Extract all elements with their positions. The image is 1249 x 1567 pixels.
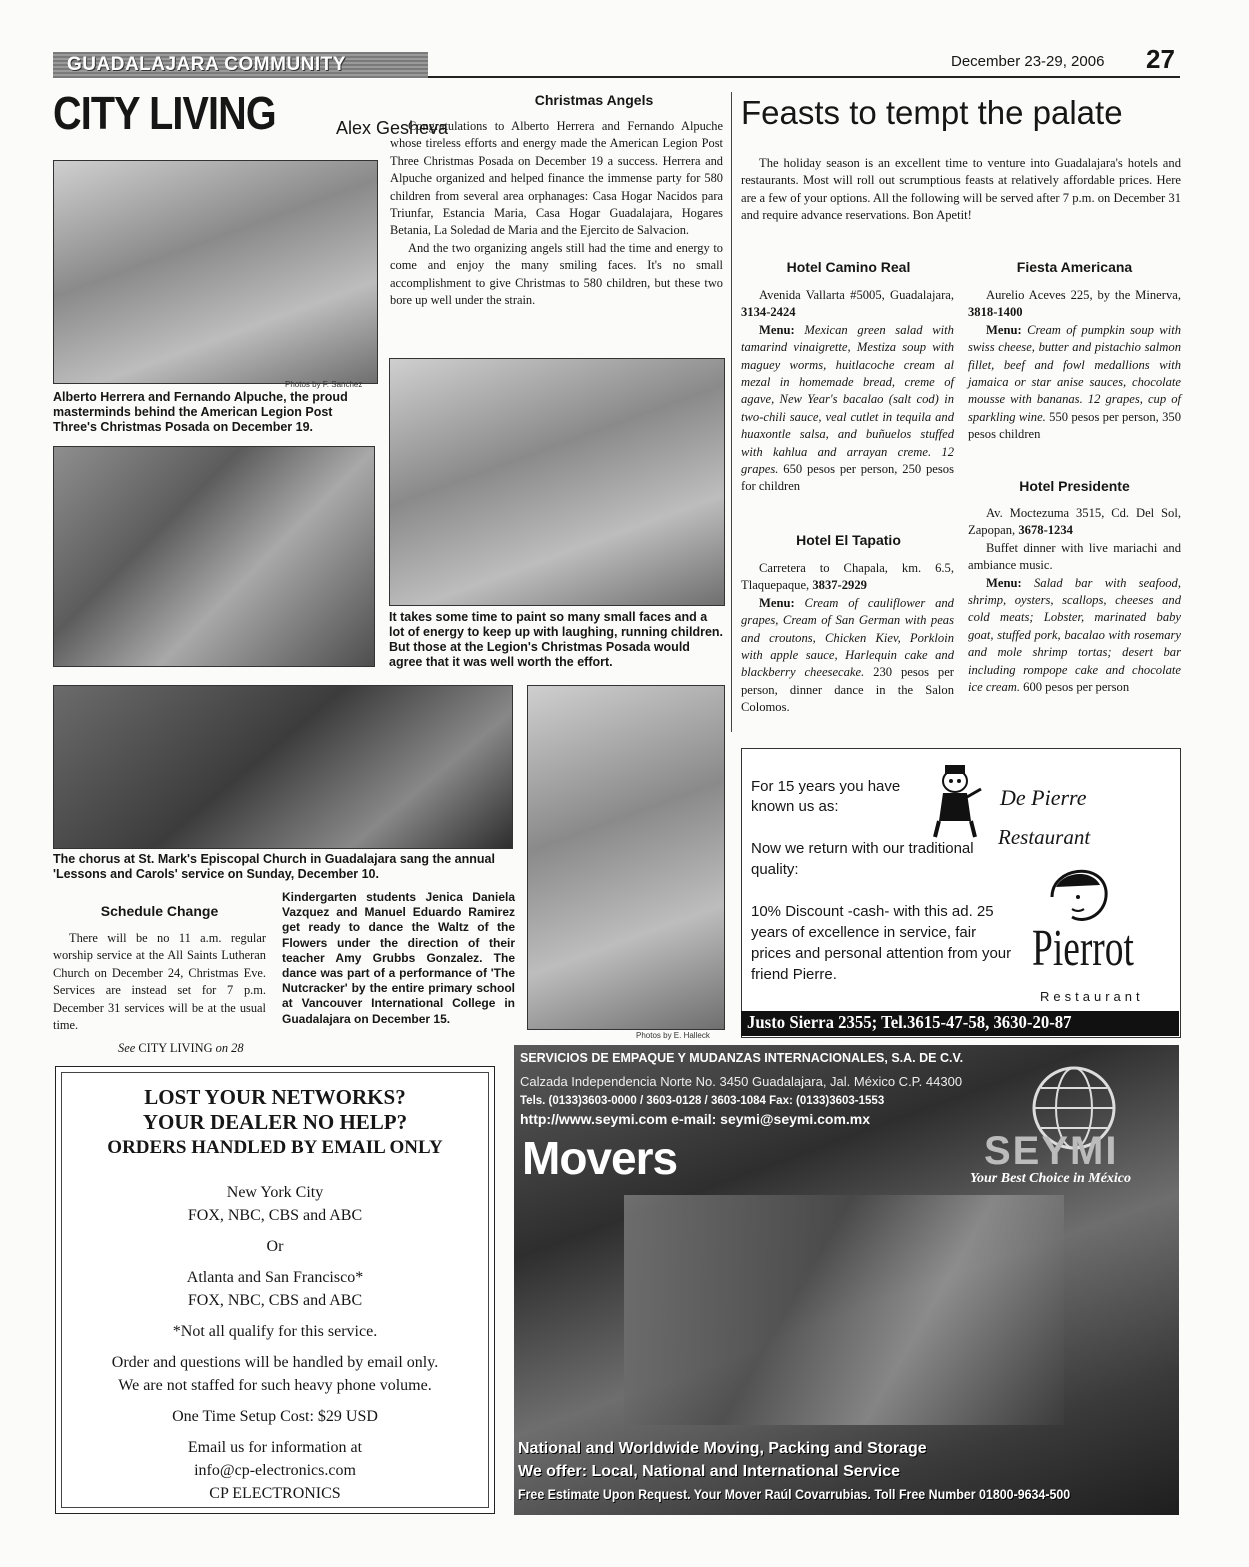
setup-cost: One Time Setup Cost: $29 USD <box>172 1408 378 1425</box>
page-number: 27 <box>1146 44 1175 74</box>
pierrot-address-phone: Justo Sierra 2355; Tel.3615-47-58, 3630-20-87 <box>747 1012 1072 1032</box>
header-rule <box>428 76 1180 78</box>
orders-line: Order and questions will be handled by email only. <box>111 1354 439 1371</box>
ad-line-known: For 15 years you have known us as: <box>751 778 901 815</box>
ad-line-discount: 10% Discount -cash- with this ad. 25 years of excellence in service, fair prices and personal attention from your friend Pierre. <box>751 903 1012 983</box>
seymi-web-email: http://www.seymi.com e-mail: seymi@seymi.com.mx <box>520 1111 871 1127</box>
phone: 3837-2929 <box>812 578 867 593</box>
hotel-el-tapatio-entry <box>741 560 954 717</box>
seymi-services-3: Free Estimate Upon Request. Your Mover Raúl Covarrubias. Toll Free Number 01800-9634-500 <box>518 1487 1071 1502</box>
fiesta-americana-heading: Fiesta Americana <box>1016 259 1133 275</box>
article-paragraph: And the two organizing angels still had the time and energy to come and enjoy the many smiling faces. It's no small accomplishment to give Christmas to 580 children, but these two bore up well under the strain. <box>390 240 723 308</box>
see-suffix: on 28 <box>215 1041 244 1055</box>
orders-line: We are not staffed for such heavy phone volume. <box>118 1377 432 1394</box>
ad-headline: YOUR DEALER NO HELP? <box>142 1110 408 1134</box>
menu-text: Cream of cauliflower and grapes, Cream of San German with peas and croutons, Chicken Kiev, Porkloin with apple sauce, Harlequin cake and blackberry cheesecake. <box>741 595 954 680</box>
see-prefix: See <box>118 1041 136 1055</box>
price: 230 pesos per person, dinner dance in the Salon Colomos. <box>741 665 954 715</box>
photo-caption: Kindergarten students Jenica Daniela Vazquez and Manuel Eduardo Ramirez get ready to dance the Waltz of the Flowers under the direction of their teacher Amy Grubbs Gonzalez. The dance was part of a performance of 'The Nutcracker' by the entire primary school at Vancouver International College in Guadalajara on December 15. <box>282 890 515 1026</box>
seymi-company: SERVICIOS DE EMPAQUE Y MUDANZAS INTERNACIONALES, S.A. DE C.V. <box>520 1051 964 1065</box>
seymi-tagline: Your Best Choice in México <box>970 1171 1132 1186</box>
price: 650 pesos per person, 250 pesos for children <box>741 462 954 494</box>
qualify-note: *Not all qualify for this service. <box>172 1323 378 1340</box>
christmas-angels-heading: Christmas Angels <box>534 92 654 108</box>
furniture-collage <box>624 1195 1064 1425</box>
pierrot-logo-sub: Restaurant <box>1040 989 1144 1004</box>
christmas-angels-article <box>390 118 723 309</box>
photo-nutcracker-dance <box>527 685 725 1030</box>
pierrot-ad <box>741 748 1181 1038</box>
ad-headline: LOST YOUR NETWORKS? <box>144 1085 406 1109</box>
photo-caption: It takes some time to paint so many small faces and a lot of energy to keep up with laughing, running children. But those at the Legion's Christmas Posada would agree that it was well worth the effort. <box>389 610 724 669</box>
hotel-presidente-entry <box>968 505 1181 696</box>
or-text: Or <box>266 1238 284 1255</box>
photo-herrera-alpuche <box>53 160 378 384</box>
phone: 3678-1234 <box>1018 523 1073 538</box>
section-title: GUADALAJARA COMMUNITY <box>67 54 346 75</box>
extra-info: Buffet dinner with live mariachi and ambiance music. <box>968 540 1181 573</box>
feasts-title: Feasts to tempt the palate <box>741 94 1123 131</box>
feasts-intro: The holiday season is an excellent time to venture into Guadalajara's hotels and restaurants. Most will roll out scrumptious feasts at relatively affordable prices. Here are a few of your options. All the following will be served after 7 p.m. on December 31 and require advance reservations. Bon Apetit! <box>741 156 1181 223</box>
seymi-movers-ad <box>514 1045 1179 1515</box>
market-nyc: New York City <box>226 1184 324 1201</box>
photo-st-marks-chorus <box>53 685 513 849</box>
market-atlanta-sf: Atlanta and San Francisco* <box>186 1269 364 1286</box>
photo-caption: Alberto Herrera and Fernando Alpuche, the proud masterminds behind the American Legion Post Three's Christmas Posada on December 19. <box>53 390 348 434</box>
address: Aurelio Aceves 225, by the Minerva, <box>986 288 1181 302</box>
see-section: CITY LIVING <box>138 1041 213 1055</box>
ad-line-return: Now we return with our traditional quality: <box>751 840 974 878</box>
hotel-presidente-heading: Hotel Presidente <box>1019 478 1130 494</box>
photo-legion-posada <box>389 358 725 606</box>
menu-label: Menu: <box>986 575 1022 590</box>
restaurant-script: Restaurant <box>998 825 1091 849</box>
company-name: CP ELECTRONICS <box>209 1485 341 1502</box>
price: 600 pesos per person <box>1023 680 1130 695</box>
networks-ad <box>55 1066 495 1514</box>
address: Carretera to Chapala, km. 6.5, Tlaquepaque, <box>741 561 954 593</box>
city-living-title: CITY LIVING <box>53 87 276 139</box>
hotel-camino-real-entry <box>741 287 954 496</box>
schedule-change-heading: Schedule Change <box>100 903 219 919</box>
menu-text: Cream of pumpkin soup with swiss cheese, butter and pistachio salmon fillet, beef and fowl medallions with jamaica or star anise sauces, chocolate mousse with bananas. 12 grapes, cup of sparkling wine. <box>968 322 1181 424</box>
menu-text: Mexican green salad with tamarind vinaigrette, Mestiza soup with maguey worms, huitlacoche cream al mezal in homemade bread, creme of agave, New Year's bacalao (salt cod) in two-chili sauce, veal cutlet in tequila and huaxontle salsa, and buñuelos stuffed with kahlua and arrayan creme. 12 grapes. <box>741 322 954 477</box>
nyc-networks: FOX, NBC, CBS and ABC <box>187 1207 363 1224</box>
pierrot-logo-name: Pierrot <box>1032 920 1134 977</box>
column-divider <box>731 92 732 732</box>
photo-caption: The chorus at St. Mark's Episcopal Church in Guadalajara sang the annual 'Lessons and Carols' service on Sunday, December 10. <box>53 852 495 881</box>
address: Avenida Vallarta #5005, Guadalajara, <box>759 288 954 302</box>
schedule-change-text: There will be no 11 a.m. regular worship service at the All Saints Lutheran Church on December 24, Christmas Eve. Services are instead set for 7 p.m. December 31 services will be at the usual time. <box>53 931 266 1033</box>
seymi-address: Calzada Independencia Norte No. 3450 Guadalajara, Jal. México C.P. 44300 <box>520 1074 963 1089</box>
atl-networks: FOX, NBC, CBS and ABC <box>187 1292 363 1309</box>
ad-headline: ORDERS HANDLED BY EMAIL ONLY <box>107 1137 443 1158</box>
chef-mascot-icon <box>927 763 983 841</box>
section-banner <box>53 52 428 78</box>
continued-jump <box>118 1041 244 1056</box>
seymi-brand: SEYMI <box>984 1129 1119 1173</box>
photo-credit: Photos by E. Halleck <box>636 1031 710 1040</box>
hotel-el-tapatio-heading: Hotel El Tapatio <box>796 532 901 548</box>
networks-ad-content <box>56 1085 494 1505</box>
email-line: Email us for information at <box>187 1439 363 1456</box>
menu-label: Menu: <box>759 595 795 610</box>
author-byline: Alex Gesheva <box>336 118 449 138</box>
menu-text: Salad bar with seafood, shrimp, oysters, scallops, cheeses and cold meats; Lobster, marinated baby goat, stuffed pork, bacalao with rosemary and mole shrimp tortas; desert bar including rompope cake and chocolate ice cream. <box>968 575 1181 695</box>
email-address: info@cp-electronics.com <box>194 1462 356 1479</box>
address: Av. Moctezuma 3515, Cd. Del Sol, Zapopan, <box>968 506 1181 538</box>
seymi-services-2: We offer: Local, National and International Service <box>518 1463 901 1480</box>
seymi-services-1: National and Worldwide Moving, Packing and Storage <box>518 1440 927 1457</box>
photo-credit: Photos by F. Sanchez <box>285 380 363 389</box>
price: 550 pesos per person, 350 pesos children <box>968 409 1181 442</box>
seymi-phones: Tels. (0133)3603-0000 / 3603-0128 / 3603-1084 Fax: (0133)3603-1553 <box>520 1095 885 1107</box>
menu-label: Menu: <box>759 322 795 337</box>
phone: 3818-1400 <box>968 305 1023 320</box>
hotel-camino-real-heading: Hotel Camino Real <box>786 259 911 275</box>
photo-face-painting <box>53 446 375 667</box>
fiesta-americana-entry <box>968 287 1181 444</box>
article-paragraph: Congratulations to Alberto Herrera and Fernando Alpuche whose tireless efforts and energy made the American Legion Post Three Christmas Posada on December 19 a success. Herrera and Alpuche organized and helped finance the immense party for 580 children from several area orphanages: Casa Hogar Nacidos para Triunfar, Estancia Maria, Casa Hogar Guadalajara, Hogares Betania, La Soledad de Maria and the Ejercito de Salvacion. <box>390 119 723 238</box>
phone: 3134-2424 <box>741 305 796 320</box>
de-pierre-script: De Pierre <box>1000 785 1087 810</box>
movers-headline: Movers <box>522 1132 678 1184</box>
pierrot-footer <box>741 1011 1179 1036</box>
issue-date: December 23-29, 2006 <box>951 53 1105 70</box>
menu-label: Menu: <box>986 322 1022 337</box>
